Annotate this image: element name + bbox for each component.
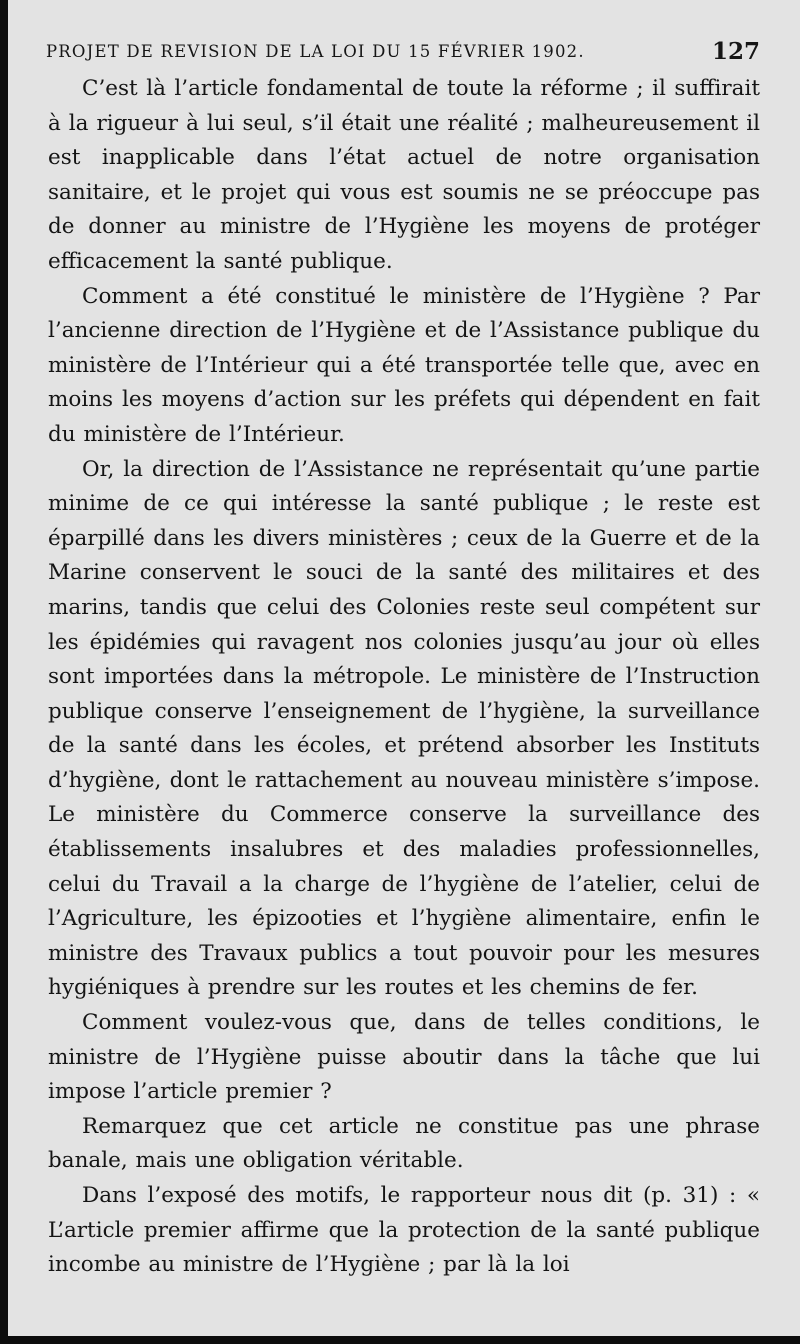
page-number: 127	[711, 38, 760, 65]
paragraph: C’est là l’article fondamental de toute la réforme ; il suffirait à la rigueur à lui seul, s’il était une réalité ; malheureusement il est inapplicable dans l’état actuel de notre organisation sanitaire, et le projet qui vous est soumis ne se préoccupe pas de donner au ministre de l’Hygiène les moyens de protéger efficacement la santé publique.	[48, 76, 760, 274]
running-head: PROJET DE REVISION DE LA LOI DU 15 FÉVRIER 1902.	[46, 42, 585, 61]
paragraph: Or, la direction de l’Assistance ne représentait qu’une partie minime de ce qui intéresse la santé publique ; le reste est éparpillé dans les divers ministères ; ceux de la Guerre et de la Marine conservent le souci de la santé des militaires et des marins, tandis que celui des Colonies reste seul compétent sur les épidémies qui ravagent nos colonies jusqu’au jour où elles sont importées dans la métropole. Le ministère de l’Instruction publique conserve l’enseignement de l’hygiène, la surveillance de la santé dans les écoles, et prétend absorber les Instituts d’hygiène, dont le rattachement au nouveau ministère s’impose. Le ministère du Commerce conserve la surveillance des établissements insalubres et des maladies professionnelles, celui du Travail a la charge de l’hygiène de l’atelier, celui de l’Agriculture, les épizooties et l’hygiène alimentaire, enfin le ministre des Travaux publics a tout pouvoir pour les mesures hygiéniques à prendre sur les routes et les chemins de fer.	[48, 456, 760, 1001]
paragraph: Comment voulez-vous que, dans de telles conditions, le ministre de l’Hygiène puisse aboutir dans la tâche que lui impose l’article premier ?	[48, 1010, 760, 1105]
book-page	[8, 0, 800, 1336]
page-header	[46, 38, 760, 68]
paragraph: Comment a été constitué le ministère de l’Hygiène ? Par l’ancienne direction de l’Hygiène et de l’Assistance publique du ministère de l’Intérieur qui a été transportée telle que, avec en moins les moyens d’action sur les préfets qui dépendent en fait du ministère de l’Intérieur.	[48, 283, 760, 447]
paragraph: Remarquez que cet article ne constitue pas une phrase banale, mais une obligation véritable.	[48, 1113, 760, 1174]
body-text	[48, 72, 760, 1283]
paragraph: Dans l’exposé des motifs, le rapporteur nous dit (p. 31) : « L’article premier affirme que la protection de la santé publique incombe au ministre de l’Hygiène ; par là la loi	[48, 1183, 760, 1278]
